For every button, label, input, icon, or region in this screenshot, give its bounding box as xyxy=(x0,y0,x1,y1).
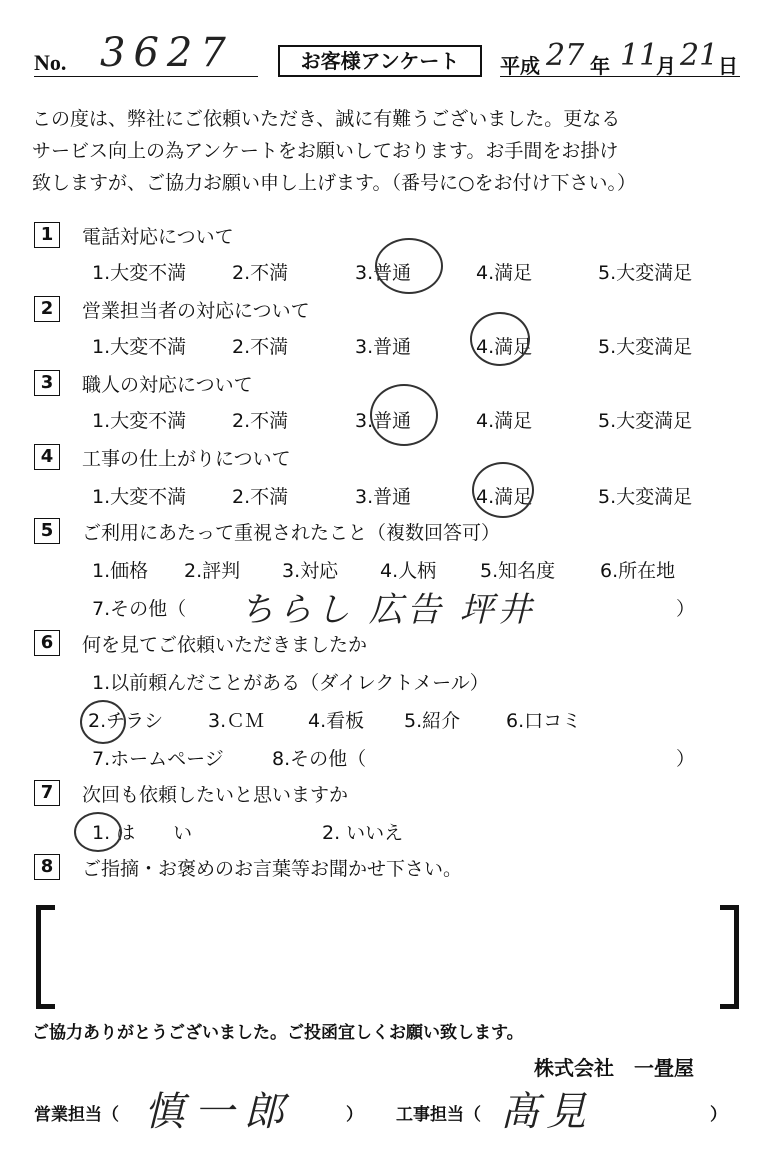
q1-option-3[interactable]: 3.普通 xyxy=(355,262,412,284)
q5-option-6[interactable]: 6.所在地 xyxy=(600,560,676,582)
company-name: 株式会社 一畳屋 xyxy=(534,1056,694,1080)
q4-option-1[interactable]: 1.大変不満 xyxy=(92,486,187,508)
q2-selection-circle xyxy=(470,312,533,366)
q7-text: 次回も依頼したいと思いますか xyxy=(82,784,349,806)
q3-option-4[interactable]: 4.満足 xyxy=(476,410,533,432)
q1-text: 電話対応について xyxy=(82,226,234,248)
q7-number: 7 xyxy=(34,780,60,806)
sales-value[interactable]: 慎一郎 xyxy=(144,1089,294,1135)
q2-option-3[interactable]: 3.普通 xyxy=(355,336,412,358)
date-era: 平成 xyxy=(500,54,540,78)
thanks-text: ご協力ありがとうございました。ご投函宜しくお願い致します。 xyxy=(32,1023,524,1043)
q6-option-1[interactable]: 1.以前頼んだことがある（ダイレクトメール） xyxy=(92,672,489,694)
q5-text: ご利用にあたって重視されたこと（複数回答可） xyxy=(82,522,501,544)
q6-number: 6 xyxy=(34,630,60,656)
q3-option-3[interactable]: 3.普通 xyxy=(355,410,412,432)
q6-option-7[interactable]: 7.ホームページ xyxy=(92,748,224,770)
sales-label: 営業担当（ xyxy=(34,1105,119,1125)
q3-text: 職人の対応について xyxy=(82,374,253,396)
q3-option-5[interactable]: 5.大変満足 xyxy=(598,410,693,432)
works-value[interactable]: 髙見 xyxy=(500,1089,592,1135)
q3-selection-circle xyxy=(370,384,438,446)
q6-selection-circle xyxy=(80,700,126,744)
q2-text: 営業担当者の対応について xyxy=(82,300,310,322)
q7-option-yes[interactable]: 1. は い xyxy=(92,822,193,844)
q6-option-5[interactable]: 5.紹介 xyxy=(404,710,461,732)
q8-number: 8 xyxy=(34,854,60,880)
comment-bracket-right xyxy=(720,905,739,1009)
q6-other-close: ） xyxy=(676,748,696,770)
date-day-unit: 日 xyxy=(718,54,738,78)
q5-option-3[interactable]: 3.対応 xyxy=(282,560,339,582)
q4-option-5[interactable]: 5.大変満足 xyxy=(598,486,693,508)
q4-option-3[interactable]: 3.普通 xyxy=(355,486,412,508)
works-label: 工事担当（ xyxy=(396,1105,481,1125)
q4-text: 工事の仕上がりについて xyxy=(82,448,291,470)
q2-option-5[interactable]: 5.大変満足 xyxy=(598,336,693,358)
q5-option-4[interactable]: 4.人柄 xyxy=(380,560,437,582)
q1-option-4[interactable]: 4.満足 xyxy=(476,262,533,284)
works-close: ） xyxy=(710,1105,727,1125)
q6-option-2[interactable]: 2.チラシ xyxy=(88,710,164,732)
q2-option-4[interactable]: 4.満足 xyxy=(476,336,533,358)
q6-option-6[interactable]: 6.口コミ xyxy=(506,710,582,732)
q6-text: 何を見てご依頼いただきましたか xyxy=(82,634,368,656)
date-day: 21 xyxy=(680,38,719,73)
q5-other-label: 7.その他（ xyxy=(92,598,187,620)
q1-option-2[interactable]: 2.不満 xyxy=(232,262,289,284)
q6-option-4[interactable]: 4.看板 xyxy=(308,710,365,732)
q3-option-2[interactable]: 2.不満 xyxy=(232,410,289,432)
page-title: お客様アンケート xyxy=(278,45,482,77)
q3-option-1[interactable]: 1.大変不満 xyxy=(92,410,187,432)
q5-option-2[interactable]: 2.評判 xyxy=(184,560,241,582)
intro-line-2: サービス向上の為アンケートをお願いしております。お手間をお掛け xyxy=(32,140,619,162)
q3-number: 3 xyxy=(34,370,60,396)
q7-selection-circle xyxy=(74,812,122,852)
sales-close: ） xyxy=(346,1105,363,1125)
q4-number: 4 xyxy=(34,444,60,470)
q5-other-close: ） xyxy=(676,598,696,620)
q2-option-1[interactable]: 1.大変不満 xyxy=(92,336,187,358)
q6-option-3[interactable]: 3.ＣＭ xyxy=(208,710,265,732)
q2-number: 2 xyxy=(34,296,60,322)
no-label: No. xyxy=(34,50,67,75)
date-year-unit: 年 xyxy=(590,54,610,78)
q5-option-1[interactable]: 1.価格 xyxy=(92,560,149,582)
q1-option-5[interactable]: 5.大変満足 xyxy=(598,262,693,284)
intro-line-3: 致しますが、ご協力お願い申し上げます。（番号に○をお付け下さい。） xyxy=(32,172,637,194)
comment-area[interactable] xyxy=(60,905,710,1005)
q1-selection-circle xyxy=(375,238,443,294)
q5-other-value[interactable]: ちらし 広告 坪井 xyxy=(240,590,536,630)
date-month: 11 xyxy=(620,38,659,73)
q1-option-1[interactable]: 1.大変不満 xyxy=(92,262,187,284)
q1-number: 1 xyxy=(34,222,60,248)
q5-number: 5 xyxy=(34,518,60,544)
q2-option-2[interactable]: 2.不満 xyxy=(232,336,289,358)
q7-option-no[interactable]: 2. いいえ xyxy=(322,822,404,844)
comment-bracket-left xyxy=(36,905,55,1009)
q4-option-2[interactable]: 2.不満 xyxy=(232,486,289,508)
date-underline xyxy=(500,76,740,77)
intro-line-1: この度は、弊社にご依頼いただき、誠に有難うございました。更なる xyxy=(32,108,621,130)
q6-option-8[interactable]: 8.その他（ xyxy=(272,748,367,770)
q4-option-4[interactable]: 4.満足 xyxy=(476,486,533,508)
date-year: 27 xyxy=(546,38,585,73)
no-underline xyxy=(34,76,258,77)
q5-option-5[interactable]: 5.知名度 xyxy=(480,560,556,582)
no-value: 3627 xyxy=(100,30,234,76)
date-month-unit: 月 xyxy=(656,54,676,78)
q8-text: ご指摘・お褒めのお言葉等お聞かせ下さい。 xyxy=(82,858,463,880)
q4-selection-circle xyxy=(472,462,534,518)
